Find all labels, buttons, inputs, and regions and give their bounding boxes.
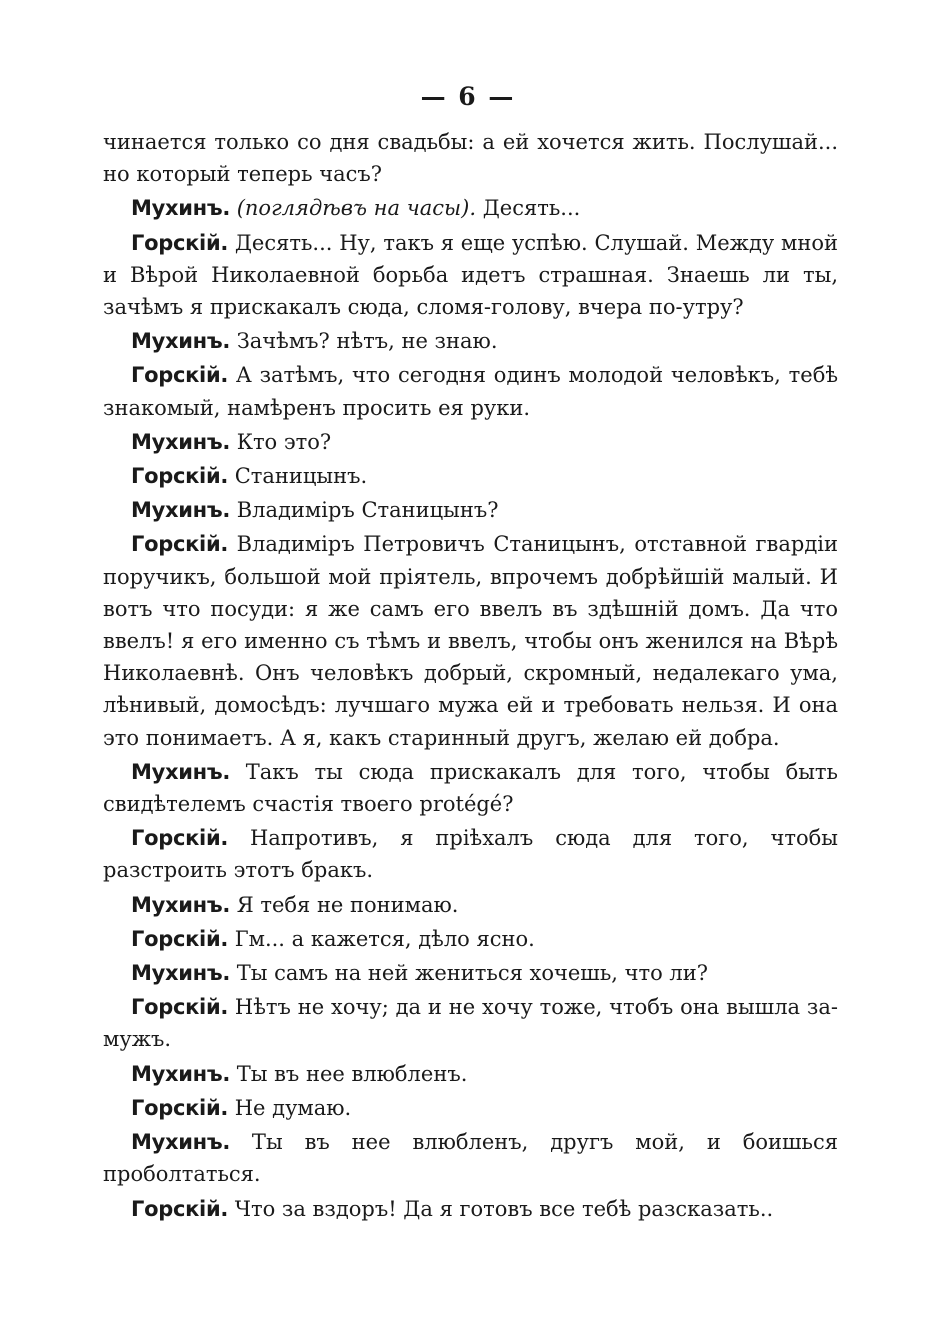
paragraph — [103, 923, 838, 955]
dialogue-text: Я тебя не понимаю. — [230, 892, 459, 917]
speaker-name: Горскій. — [131, 1095, 229, 1120]
speaker-name: Горскій. — [131, 995, 229, 1020]
paragraph — [103, 1193, 838, 1225]
paragraph — [103, 1092, 838, 1124]
paragraph — [103, 494, 838, 526]
paragraph — [103, 192, 838, 224]
speaker-name: Мухинъ. — [131, 498, 231, 523]
dialogue-text: Владиміръ Станицынъ? — [230, 498, 499, 523]
dialogue-text: Ты самъ на ней жениться хочешь, что ли? — [230, 961, 709, 986]
dialogue-text: Десять... — [476, 196, 581, 221]
speaker-name: Мухинъ. — [131, 196, 231, 221]
paragraph — [103, 126, 838, 190]
dialogue-text: Нѣтъ не хочу; да и не хочу тоже, чтобъ она вышла за-мужъ. — [103, 995, 838, 1052]
paragraph — [103, 227, 838, 324]
dialogue-text: Кто это? — [230, 429, 332, 454]
page-number: — 6 — — [420, 82, 516, 111]
speaker-name: Горскій. — [131, 363, 229, 388]
paragraph — [103, 1058, 838, 1090]
dialogue-text: Станицынъ. — [228, 464, 368, 489]
dialogue-text: чинается только со дня свадьбы: а ей хочется жить. Послушай... но который теперь часъ? — [103, 130, 838, 187]
dialogue-text: Гм... а кажется, дѣло ясно. — [228, 926, 535, 951]
stage-direction: (поглядѣвъ на часы). — [236, 196, 477, 221]
dialogue-text: Ты въ нее влюбленъ, другъ мой, и боишься проболтаться. — [103, 1130, 838, 1187]
paragraph — [103, 991, 838, 1055]
paragraph — [103, 460, 838, 492]
dialogue-text: Зачѣмъ? нѣтъ, не знаю. — [230, 329, 498, 354]
dialogue-text: Не думаю. — [228, 1095, 352, 1120]
speaker-name: Мухинъ. — [131, 759, 231, 784]
paragraph — [103, 756, 838, 820]
dialogue-text: А затѣмъ, что сегодня одинъ молодой человѣкъ, тебѣ знакомый, намѣренъ просить ея руки. — [103, 363, 838, 420]
speaker-name: Мухинъ. — [131, 1130, 231, 1155]
page-body — [103, 126, 838, 1225]
speaker-name: Мухинъ. — [131, 961, 231, 986]
paragraph — [103, 528, 838, 753]
paragraph — [103, 325, 838, 357]
speaker-name: Горскій. — [131, 464, 229, 489]
dialogue-text: Ты въ нее влюбленъ. — [230, 1061, 468, 1086]
dialogue-text: Десять... Ну, такъ я еще успѣю. Слушай. Между мной и Вѣрой Николаевной борьба идетъ страшная. Знаешь ли ты, зачѣмъ я прискакалъ сюда, сломя-голову, вчера по-утру? — [103, 230, 838, 320]
speaker-name: Горскій. — [131, 230, 229, 255]
speaker-name: Горскій. — [131, 926, 229, 951]
speaker-name: Мухинъ. — [131, 429, 231, 454]
dialogue-text: Владиміръ Петровичъ Станицынъ, отставной гвардіи поручикъ, большой мой пріятель, впрочемъ добрѣйшій малый. И вотъ что посуди: я же самъ его ввелъ въ здѣшній домъ. Да что ввелъ! я его именно съ тѣмъ и ввелъ, чтобы онъ женился на Вѣрѣ Николаевнѣ. Онъ человѣкъ добрый, скромный, недалекаго ума, лѣнивый, домосѣдъ: лучшаго мужа ей и требовать нельзя. И она это понимаетъ. А я, какъ старинный другъ, желаю ей добра. — [103, 532, 838, 750]
speaker-name: Горскій. — [131, 826, 229, 851]
speaker-name: Мухинъ. — [131, 329, 231, 354]
paragraph — [103, 889, 838, 921]
dialogue-text: Что за вздоръ! Да я готовъ все тебѣ разсказать.. — [228, 1196, 774, 1221]
paragraph — [103, 957, 838, 989]
speaker-name: Горскій. — [131, 1196, 229, 1221]
paragraph — [103, 822, 838, 886]
speaker-name: Мухинъ. — [131, 1061, 231, 1086]
speaker-name: Горскій. — [131, 532, 229, 557]
dialogue-text: Напротивъ, я пріѣхалъ сюда для того, чтобы разстроить этотъ бракъ. — [103, 826, 838, 883]
paragraph — [103, 426, 838, 458]
paragraph — [103, 359, 838, 423]
paragraph — [103, 1126, 838, 1190]
speaker-name: Мухинъ. — [131, 892, 231, 917]
dialogue-text: Такъ ты сюда прискакалъ для того, чтобы быть свидѣтелемъ счастія твоего protégé? — [103, 759, 838, 817]
